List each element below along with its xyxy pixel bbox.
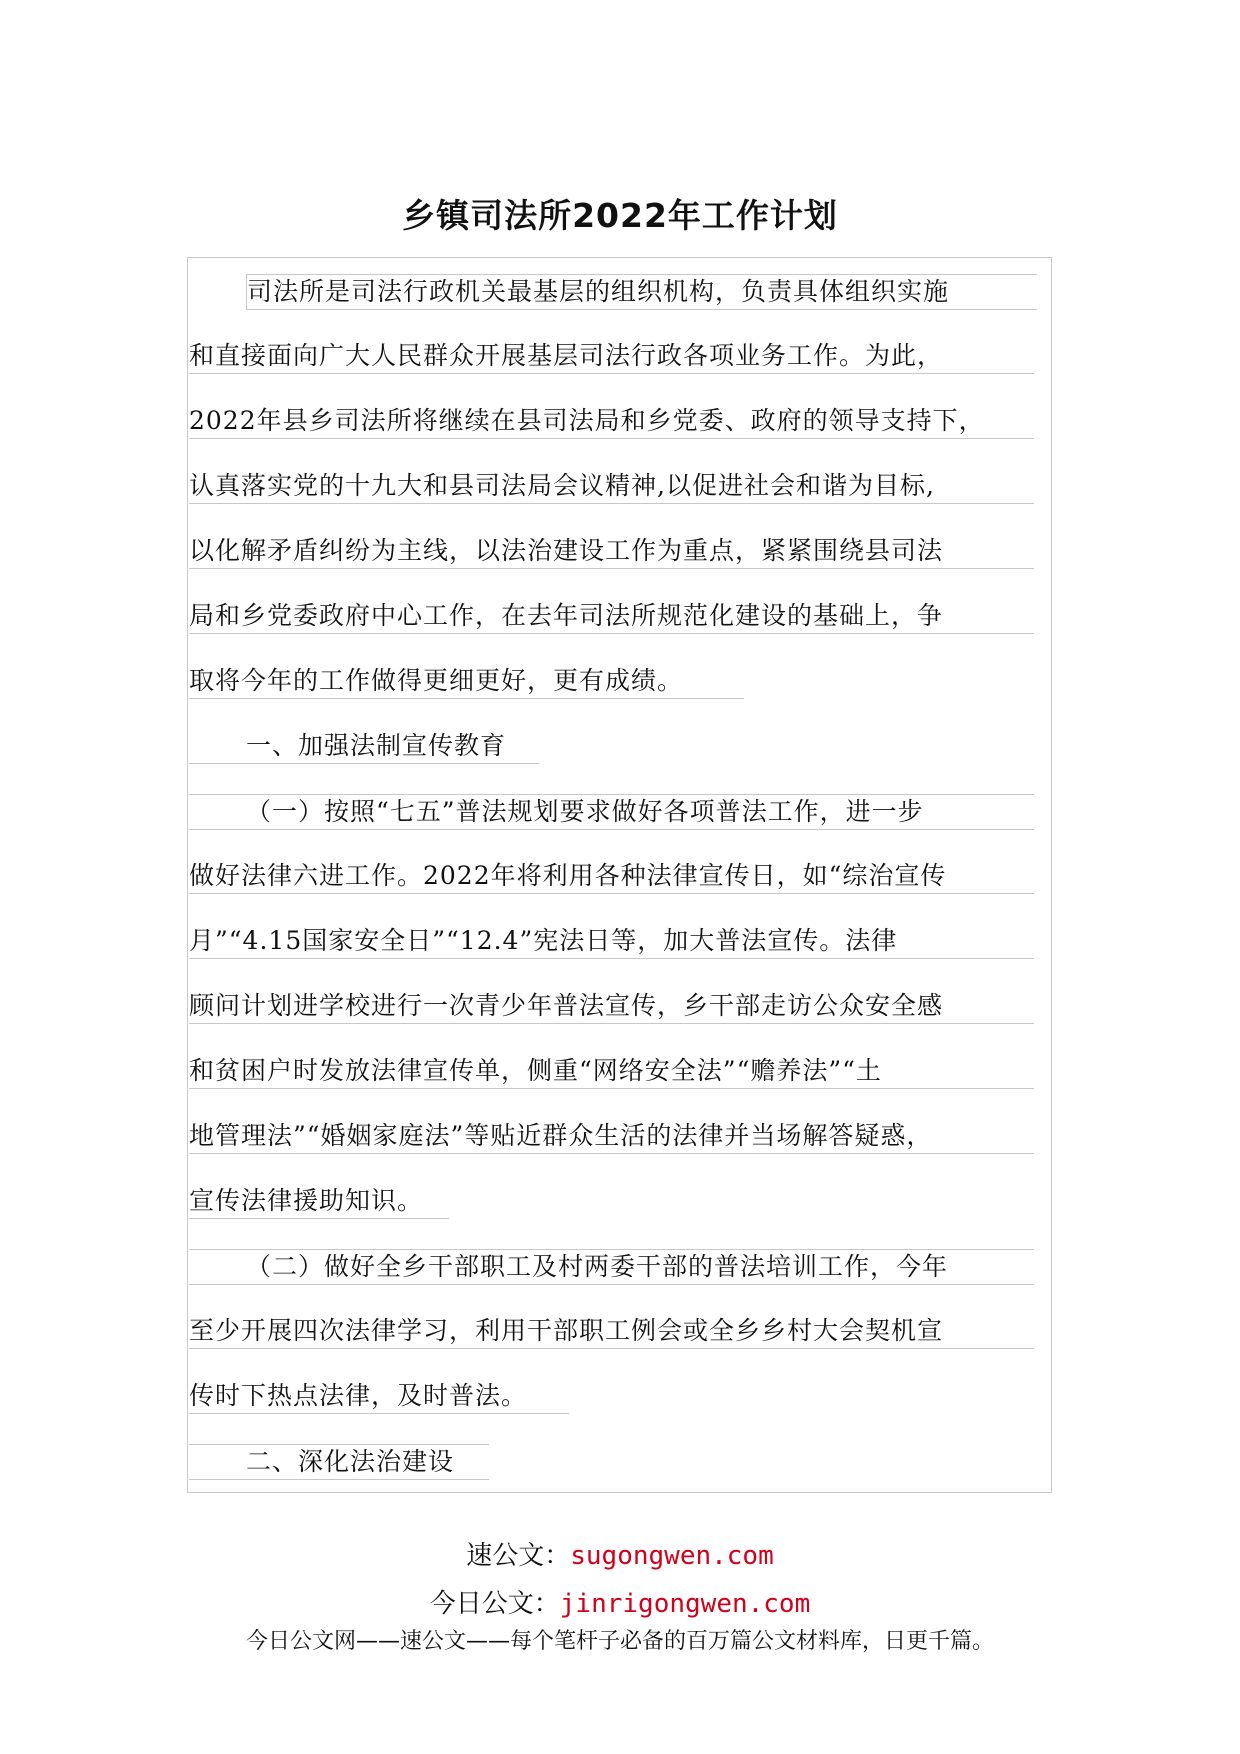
section-heading: 二、深化法治建设 [189,1444,489,1480]
paragraph-line: 局和乡党委政府中心工作，在去年司法所规范化建设的基础上，争 [189,599,1034,634]
document-title: 乡镇司法所2022年工作计划 [402,196,838,235]
footer-line-2 [0,1583,1240,1620]
paragraph-line: 2022年县乡司法所将继续在县司法局和乡党委、政府的领导支持下， [189,404,1034,439]
paragraph-line: 至少开展四次法律学习，利用干部职工例会或全乡乡村大会契机宣 [189,1314,1034,1349]
paragraph-line: 和直接面向广大人民群众开展基层司法行政各项业务工作。为此， [189,339,1034,374]
paragraph-line: 以化解矛盾纠纷为主线，以法治建设工作为重点，紧紧围绕县司法 [189,534,1034,569]
paragraph-line: 做好法律六进工作。2022年将利用各种法律宣传日，如“综治宣传 [189,859,1034,894]
paragraph-line: 地管理法”“婚姻家庭法”等贴近群众生活的法律并当场解答疑惑， [189,1119,1034,1154]
section-heading: 一、加强法制宣传教育 [189,729,539,764]
paragraph-line: 传时下热点法律，及时普法。 [189,1379,569,1414]
paragraph-line: 司法所是司法行政机关最基层的组织机构，负责具体组织实施 [246,274,1037,310]
paragraph-line: （二）做好全乡干部职工及村两委干部的普法培训工作，今年 [189,1249,1034,1285]
sugongwen-link[interactable]: sugongwen.com [570,1541,774,1571]
paragraph-line: （一）按照“七五”普法规划要求做好各项普法工作，进一步 [189,794,1034,830]
paragraph-line: 认真落实党的十九大和县司法局会议精神,以促进社会和谐为目标, [189,469,1034,504]
footer-slogan: 今日公文网——速公文——每个笔杆子必备的百万篇公文材料库，日更千篇。 [245,1629,994,1654]
footer-label-2: 今日公文： [429,1589,560,1619]
paragraph-line: 月”“4.15国家安全日”“12.4”宪法日等，加大普法宣传。法律 [189,924,1034,959]
footer-line-1 [0,1535,1240,1572]
paragraph-line: 和贫困户时发放法律宣传单，侧重“网络安全法”“赡养法”“土 [189,1054,1034,1089]
paragraph-line: 宣传法律援助知识。 [189,1184,449,1219]
paragraph-line: 顾问计划进学校进行一次青少年普法宣传，乡干部走访公众安全感 [189,989,1034,1024]
jinrigongwen-link[interactable]: jinrigongwen.com [559,1589,811,1619]
paragraph-line: 取将今年的工作做得更细更好，更有成绩。 [189,664,744,699]
footer-label-1: 速公文： [466,1541,571,1571]
